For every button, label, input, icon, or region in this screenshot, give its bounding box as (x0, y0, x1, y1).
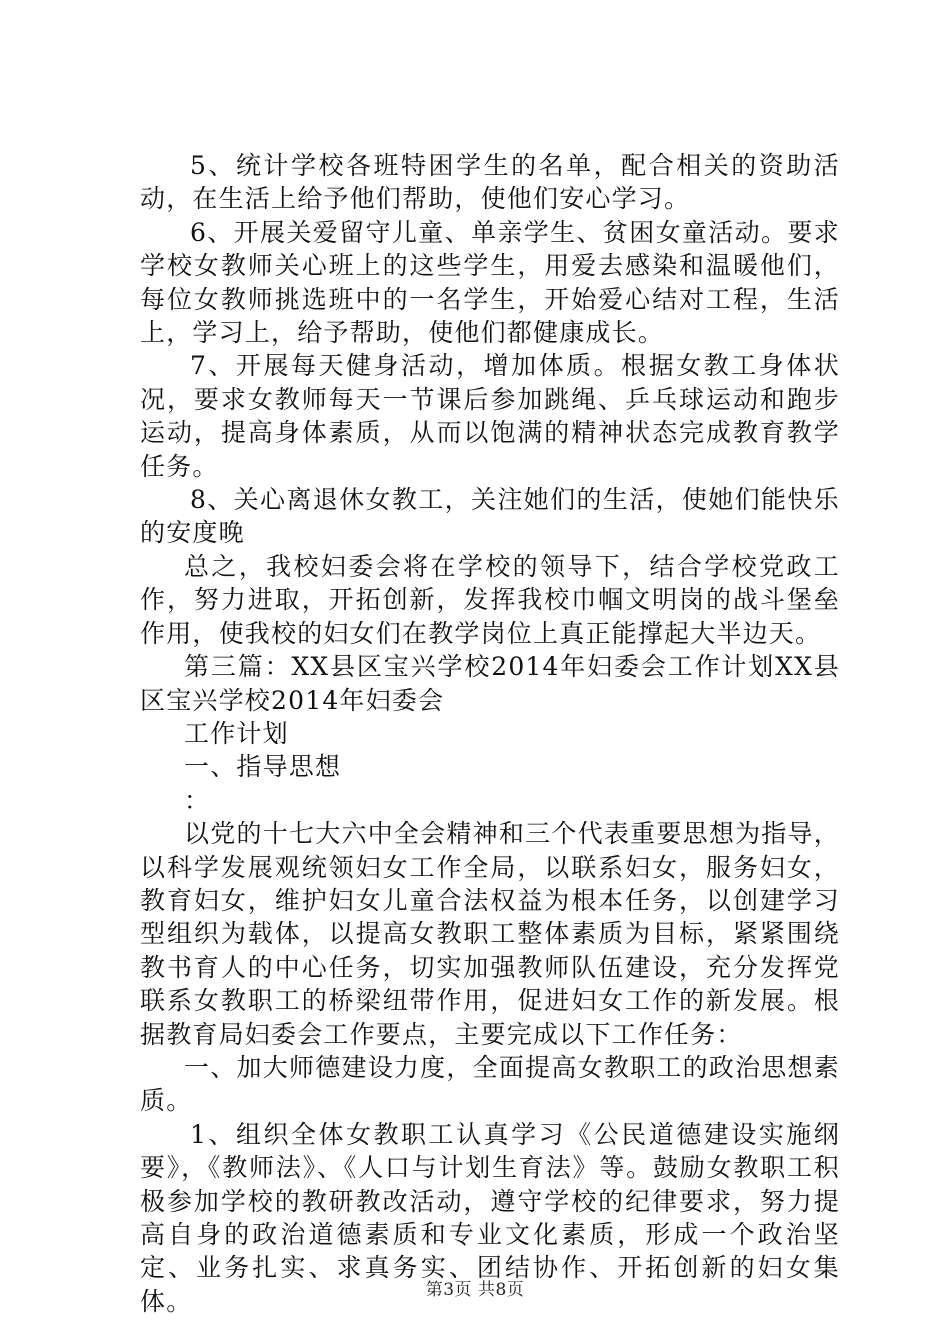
paragraph-item-1: 1、组织全体女教职工认真学习《公民道德建设实施纲要》，《教师法》、《人口与计划生育法》等。鼓励女教职工积极参加学校的教研教改活动，遵守学校的纪律要求，努力提高自身的政治道德素质和专业文化素质，形成一个政治坚定、业务扎实、求真务实、团结协作、开拓创新的妇女集体。 (140, 1119, 840, 1316)
document-body (140, 149, 840, 1318)
paragraph-item-6: 6、开展关爱留守儿童、单亲学生、贫困女童活动。要求学校女教师关心班上的这些学生，用爱去感染和温暖他们，每位女教师挑选班中的一名学生，开始爱心结对工程，生活上，学习上，给予帮助，使他们都健康成长。 (140, 217, 840, 348)
section-heading-part3: 第三篇：XX县区宝兴学校2014年妇委会工作计划XX县区宝兴学校2014年妇委会 (140, 652, 840, 715)
paragraph-guiding-text: 以党的十七大六中全会精神和三个代表重要思想为指导，以科学发展观统领妇女工作全局，以联系妇女，服务妇女，教育妇女，维护妇女儿童合法权益为根本任务，以创建学习型组织为载体，以提高女教职工整体素质为目标，紧紧围绕教书育人的中心任务，切实加强教师队伍建设，充分发挥党联系女教职工的桥梁纽带作用，促进妇女工作的新发展。根据教育局妇委会工作要点，主要完成以下工作任务： (140, 819, 840, 1049)
paragraph-item-8: 8、关心离退休女教工，关注她们的生活，使她们能快乐的安度晚 (140, 485, 840, 548)
paragraph-item-7: 7、开展每天健身活动，增加体质。根据女教工身体状况，要求女教师每天一节课后参加跳绳、乒乓球运动和跑步运动，提高身体素质，从而以饱满的精神状态完成教育教学任务。 (140, 351, 840, 481)
colon-line: ： (184, 785, 211, 815)
page-number-footer: 第3页 共8页 (425, 1280, 525, 1300)
paragraph-summary: 总之，我校妇委会将在学校的领导下，结合学校党政工作，努力进取，开拓创新，发挥我校巾帼文明岗的战斗堡垒作用，使我校的妇女们在教学岗位上真正能撑起大半边天。 (140, 551, 840, 648)
paragraph-item-5: 5、统计学校各班特困学生的名单，配合相关的资助活动，在生活上给予他们帮助，使他们安心学习。 (140, 151, 840, 214)
heading-section-one: 一、加大师德建设力度，全面提高女教职工的政治思想素质。 (140, 1052, 840, 1116)
heading-guiding-thought: 一、指导思想 (184, 752, 342, 782)
heading-work-plan: 工作计划 (184, 718, 289, 748)
